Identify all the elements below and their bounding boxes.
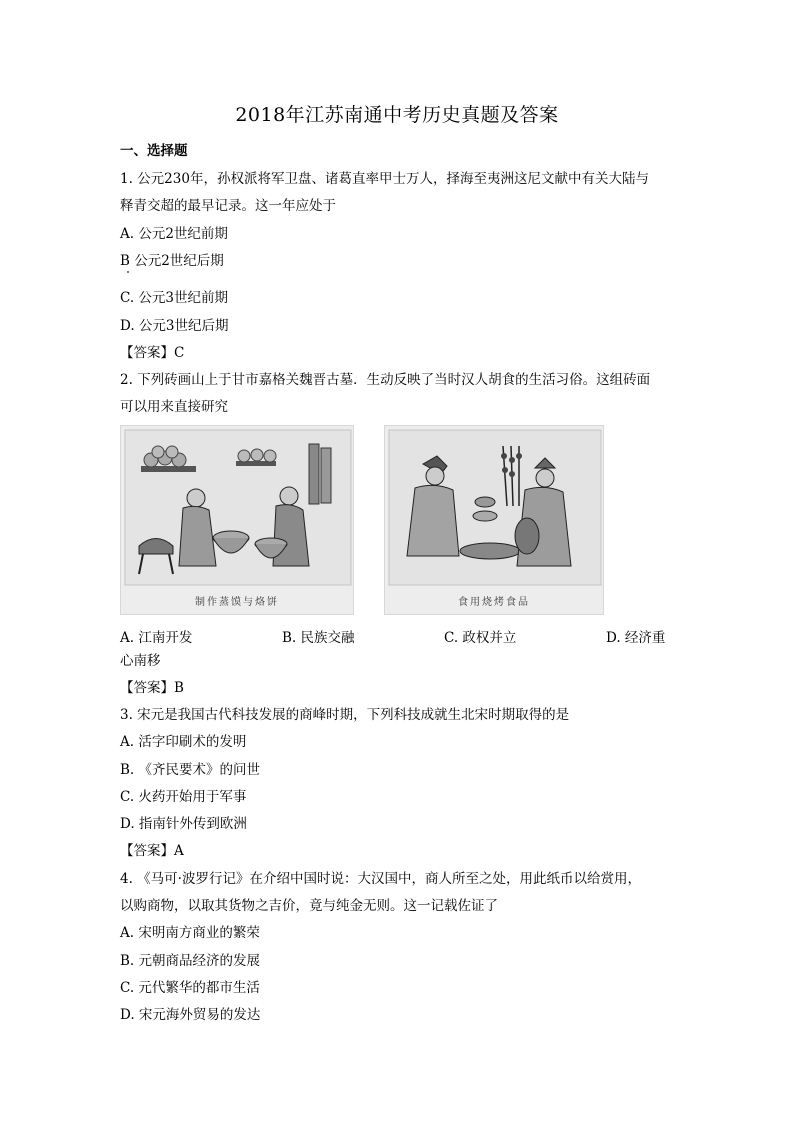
eating-scene-illustration xyxy=(385,426,604,615)
q3-option-b: B. 《齐民要术》的问世 xyxy=(120,762,261,778)
q4-stem-line-1: 4. 《马可·波罗行记》在介绍中国时说：大汉国中，商人所至之处，用此纸币以给赏用， xyxy=(120,871,641,887)
brick-painting-cooking-image xyxy=(120,425,354,615)
q2-option-d-continued: 心南移 xyxy=(120,653,161,669)
page-title: 2018年江苏南通中考历史真题及答案 xyxy=(235,104,559,126)
q1-stem-line-2: 释青交超的最早记录。这一年应处于 xyxy=(120,198,336,214)
q2-answer: 【答案】B xyxy=(120,680,184,696)
q1-option-b: B 公元2世纪后期 xyxy=(120,253,224,269)
q1-option-c: C. 公元3世纪前期 xyxy=(120,290,229,306)
q3-option-a: A. 活字印刷术的发明 xyxy=(120,734,247,750)
q2-option-b: B. 民族交融 xyxy=(282,630,355,646)
q4-option-b: B. 元朝商品经济的发展 xyxy=(120,953,261,969)
brick-painting-eating-image xyxy=(384,425,604,615)
figure-caption-eating: 食用烧烤食品 xyxy=(458,597,530,608)
q3-option-d: D. 指南针外传到欧洲 xyxy=(120,816,247,832)
q1-answer: 【答案】C xyxy=(120,345,185,361)
q3-stem: 3. 宋元是我国古代科技发展的商峰时期，下列科技成就生北宋时期取得的是 xyxy=(120,707,570,723)
print-speck xyxy=(127,271,129,273)
figure-caption-cooking: 制作蒸馍与烙饼 xyxy=(195,597,279,608)
q4-option-a: A. 宋明南方商业的繁荣 xyxy=(120,925,260,941)
q4-option-c: C. 元代繁华的都市生活 xyxy=(120,980,260,996)
q4-option-d: D. 宋元海外贸易的发达 xyxy=(120,1007,261,1023)
q1-option-a: A. 公元2世纪前期 xyxy=(120,226,228,242)
q2-option-d: D. 经济重 xyxy=(606,630,666,646)
q2-stem-line-2: 可以用来直接研究 xyxy=(120,399,228,415)
q3-option-c: C. 火药开始用于军事 xyxy=(120,789,247,805)
section-heading: 一、选择题 xyxy=(120,143,188,159)
q2-stem-line-1: 2. 下列砖画山上于甘市嘉格关魏晋古墓．生动反映了当时汉人胡食的生活习俗。这组砖面 xyxy=(120,372,651,388)
q3-answer: 【答案】A xyxy=(120,843,184,859)
cooking-scene-illustration xyxy=(121,426,354,615)
q2-option-c: C. 政权并立 xyxy=(444,630,517,646)
q1-stem-line-1: 1. 公元230年，孙权派将军卫盘、诸葛直率甲士万人，择海至夷洲这尼文献中有关大陆与 xyxy=(120,171,649,187)
q1-option-d: D. 公元3世纪后期 xyxy=(120,318,229,334)
q2-option-a: A. 江南开发 xyxy=(120,630,193,646)
q4-stem-line-2: 以购商物，以取其货物之吉价，竟与纯金无则。这一记载佐证了 xyxy=(120,898,498,914)
